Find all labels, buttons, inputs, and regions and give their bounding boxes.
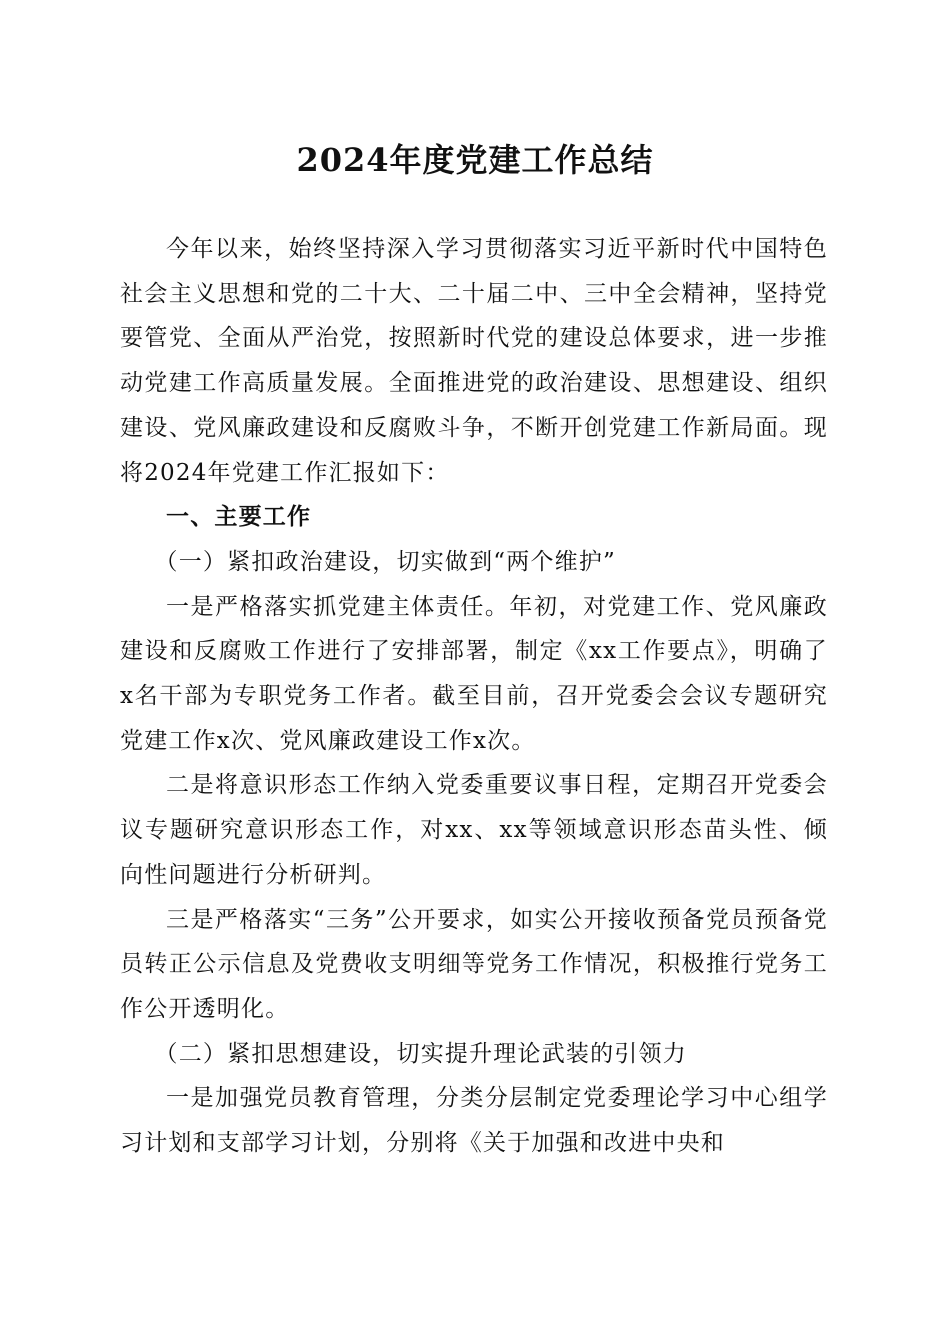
paragraph-ideological-1: 一是加强党员教育管理，分类分层制定党委理论学习中心组学习计划和支部学习计划，分别将《关于加强和改进中央和: [120, 1085, 828, 1157]
document-title: 2024年度党建工作总结: [296, 141, 654, 179]
paragraph-political-1: 一是严格落实抓党建主体责任。年初，对党建工作、党风廉政建设和反腐败工作进行了安排部署，制定《xx工作要点》，明确了x名干部为专职党务工作者。截至目前，召开党委会会议专题研究党建工作x次、党风廉政建设工作x次。: [120, 593, 828, 754]
intro-paragraph: 今年以来，始终坚持深入学习贯彻落实习近平新时代中国特色社会主义思想和党的二十大、二十届二中、三中全会精神，坚持党要管党、全面从严治党，按照新时代党的建设总体要求，进一步推动党建工作高质量发展。全面推进党的政治建设、思想建设、组织建设、党风廉政建设和反腐败斗争，不断开创党建工作新局面。现将2024年党建工作汇报如下：: [120, 236, 828, 486]
document-body: [120, 227, 828, 1166]
paragraph-political-3: 三是严格落实“三务”公开要求，如实公开接收预备党员预备党员转正公示信息及党费收支明细等党务工作情况，积极推行党务工作公开透明化。: [120, 906, 828, 1022]
paragraph-political-2: 二是将意识形态工作纳入党委重要议事日程，定期召开党委会议专题研究意识形态工作，对xx、xx等领域意识形态苗头性、倾向性问题进行分析研判。: [120, 772, 828, 888]
subsection-heading-ideological: （二）紧扣思想建设，切实提升理论武装的引领力: [154, 1040, 687, 1067]
section-heading-main-work: 一、主要工作: [166, 504, 312, 531]
subsection-heading-political: （一）紧扣政治建设，切实做到“两个维护”: [154, 548, 617, 575]
